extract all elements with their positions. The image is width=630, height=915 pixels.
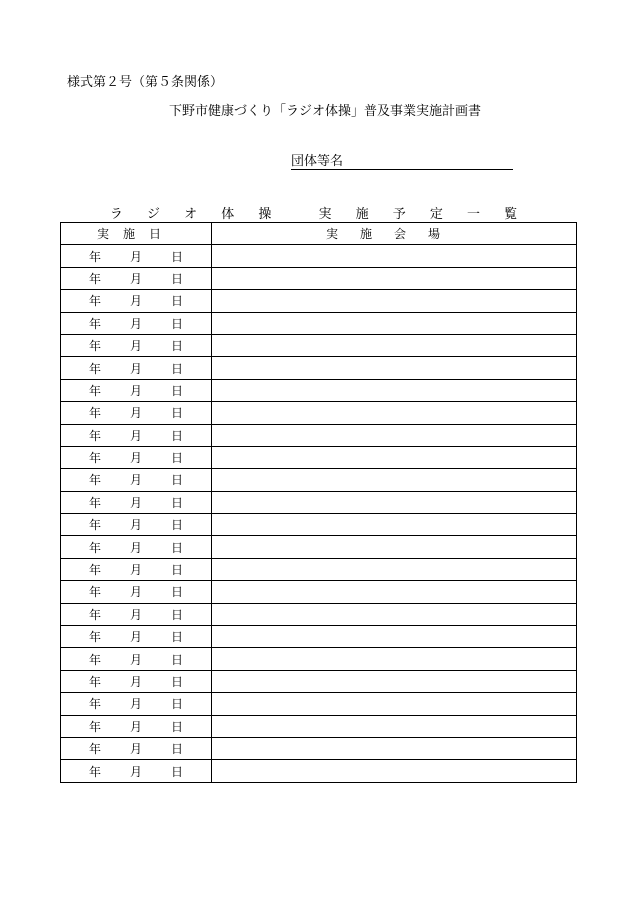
venue-cell[interactable] [212,536,577,558]
month-unit-label: 月 [129,495,142,510]
date-cell[interactable] [61,245,212,267]
year-unit-label: 年 [89,428,102,443]
month-unit-label: 月 [129,316,142,331]
date-cell[interactable] [61,491,212,513]
table-row [61,290,577,312]
month-unit-label: 月 [129,271,142,286]
date-units [61,427,211,444]
schedule-rows [61,245,577,782]
venue-cell[interactable] [212,737,577,759]
year-unit-label: 年 [89,339,102,354]
date-cell[interactable] [61,424,212,446]
day-unit-label: 日 [170,271,183,286]
day-unit-label: 日 [170,339,183,354]
table-row [61,469,577,491]
day-unit-label: 日 [170,495,183,510]
table-header-row [61,223,577,245]
month-unit-label: 月 [129,607,142,622]
date-units [61,628,211,645]
table-row [61,581,577,603]
date-units [61,315,211,332]
month-unit-label: 月 [129,473,142,488]
month-unit-label: 月 [129,339,142,354]
table-row [61,402,577,424]
month-unit-label: 月 [129,563,142,578]
year-unit-label: 年 [89,249,102,264]
date-column-header: 実施日 [61,223,212,245]
venue-cell[interactable] [212,469,577,491]
venue-cell[interactable] [212,491,577,513]
date-units [61,382,211,399]
venue-cell[interactable] [212,603,577,625]
venue-cell[interactable] [212,715,577,737]
day-unit-label: 日 [170,585,183,600]
day-unit-label: 日 [170,675,183,689]
date-cell[interactable] [61,469,212,491]
year-unit-label: 年 [89,495,102,510]
venue-cell[interactable] [212,267,577,289]
day-unit-label: 日 [170,316,183,331]
date-units [61,404,211,421]
date-units [61,449,211,466]
day-unit-label: 日 [170,294,183,309]
month-unit-label: 月 [129,764,142,779]
month-unit-label: 月 [129,361,142,376]
date-cell[interactable] [61,558,212,580]
day-unit-label: 日 [170,406,183,421]
table-row [61,514,577,536]
day-unit-label: 日 [170,607,183,622]
month-unit-label: 月 [129,742,142,757]
organization-name-blank[interactable] [343,154,513,170]
day-unit-label: 日 [170,518,183,533]
month-unit-label: 月 [129,652,142,667]
day-unit-label: 日 [170,742,183,757]
venue-cell[interactable] [212,581,577,603]
date-cell[interactable] [61,626,212,648]
date-units [61,651,211,668]
table-row [61,760,577,782]
table-row [61,670,577,692]
date-cell[interactable] [61,670,212,692]
month-unit-label: 月 [129,540,142,555]
day-unit-label: 日 [170,428,183,443]
venue-cell[interactable] [212,402,577,424]
venue-cell[interactable] [212,334,577,356]
month-unit-label: 月 [129,518,142,533]
table-row [61,446,577,468]
month-unit-label: 月 [129,406,142,421]
table-row [61,648,577,670]
day-unit-label: 日 [170,540,183,555]
month-unit-label: 月 [129,719,142,734]
day-unit-label: 日 [170,249,183,264]
table-row [61,379,577,401]
year-unit-label: 年 [89,742,102,757]
date-cell[interactable] [61,334,212,356]
date-cell[interactable] [61,379,212,401]
venue-cell[interactable] [212,424,577,446]
date-cell[interactable] [61,514,212,536]
date-cell[interactable] [61,693,212,715]
date-units [61,695,211,712]
table-row [61,603,577,625]
table-row [61,312,577,334]
month-unit-label: 月 [129,675,142,689]
schedule-table [60,222,577,783]
date-cell[interactable] [61,402,212,424]
date-units [61,539,211,556]
venue-cell[interactable] [212,760,577,782]
date-units [61,471,211,488]
year-unit-label: 年 [89,652,102,667]
date-cell[interactable] [61,290,212,312]
date-cell[interactable] [61,737,212,759]
year-unit-label: 年 [89,607,102,622]
date-cell[interactable] [61,446,212,468]
venue-column-header: 実施会場 [212,223,577,245]
date-units [61,718,211,735]
schedule-list-heading: ラ ジ オ 体 操 実 施 予 定 一 覧 [109,207,528,222]
year-unit-label: 年 [89,719,102,734]
year-unit-label: 年 [89,451,102,466]
year-unit-label: 年 [89,764,102,779]
year-unit-label: 年 [89,316,102,331]
date-units [61,763,211,780]
venue-cell[interactable] [212,670,577,692]
date-units [61,270,211,287]
date-units [61,673,211,690]
month-unit-label: 月 [129,451,142,466]
table-row [61,558,577,580]
organization-field [291,150,513,170]
day-unit-label: 日 [170,652,183,667]
organization-label: 団体等名 [291,150,343,170]
date-units [61,606,211,623]
day-unit-label: 日 [170,697,183,712]
venue-cell[interactable] [212,290,577,312]
venue-cell[interactable] [212,514,577,536]
date-cell[interactable] [61,536,212,558]
date-cell[interactable] [61,648,212,670]
day-unit-label: 日 [170,473,183,488]
table-row [61,334,577,356]
year-unit-label: 年 [89,585,102,600]
venue-cell[interactable] [212,357,577,379]
table-row [61,267,577,289]
day-unit-label: 日 [170,451,183,466]
year-unit-label: 年 [89,271,102,286]
venue-cell[interactable] [212,379,577,401]
date-cell[interactable] [61,581,212,603]
year-unit-label: 年 [89,518,102,533]
date-units [61,360,211,377]
year-unit-label: 年 [89,563,102,578]
year-unit-label: 年 [89,406,102,421]
date-cell[interactable] [61,312,212,334]
date-units [61,583,211,600]
date-units [61,561,211,578]
year-unit-label: 年 [89,675,102,689]
day-unit-label: 日 [170,719,183,734]
year-unit-label: 年 [89,630,102,645]
year-unit-label: 年 [89,540,102,555]
document-title: 下野市健康づくり「ラジオ体操」普及事業実施計画書 [169,104,482,119]
month-unit-label: 月 [129,697,142,712]
date-units [61,248,211,265]
form-number: 様式第２号（第５条関係） [67,75,224,90]
day-unit-label: 日 [170,361,183,376]
month-unit-label: 月 [129,249,142,264]
table-row [61,626,577,648]
day-unit-label: 日 [170,563,183,578]
date-units [61,516,211,533]
month-unit-label: 月 [129,585,142,600]
table-row [61,357,577,379]
table-row [61,737,577,759]
date-cell[interactable] [61,267,212,289]
month-unit-label: 月 [129,428,142,443]
date-cell[interactable] [61,760,212,782]
date-units [61,494,211,511]
day-unit-label: 日 [170,764,183,779]
date-cell[interactable] [61,715,212,737]
table-row [61,245,577,267]
year-unit-label: 年 [89,383,102,398]
date-units [61,292,211,309]
month-unit-label: 月 [129,630,142,645]
venue-cell[interactable] [212,648,577,670]
table-row [61,424,577,446]
day-unit-label: 日 [170,630,183,645]
day-unit-label: 日 [170,383,183,398]
table-row [61,536,577,558]
venue-cell[interactable] [212,245,577,267]
venue-cell[interactable] [212,558,577,580]
year-unit-label: 年 [89,361,102,376]
month-unit-label: 月 [129,383,142,398]
date-cell[interactable] [61,603,212,625]
table-row [61,715,577,737]
year-unit-label: 年 [89,473,102,488]
date-units [61,337,211,354]
year-unit-label: 年 [89,294,102,309]
date-cell[interactable] [61,357,212,379]
table-row [61,693,577,715]
table-row [61,491,577,513]
venue-cell[interactable] [212,446,577,468]
venue-cell[interactable] [212,312,577,334]
venue-cell[interactable] [212,693,577,715]
month-unit-label: 月 [129,294,142,309]
venue-cell[interactable] [212,626,577,648]
date-units [61,740,211,757]
year-unit-label: 年 [89,697,102,712]
